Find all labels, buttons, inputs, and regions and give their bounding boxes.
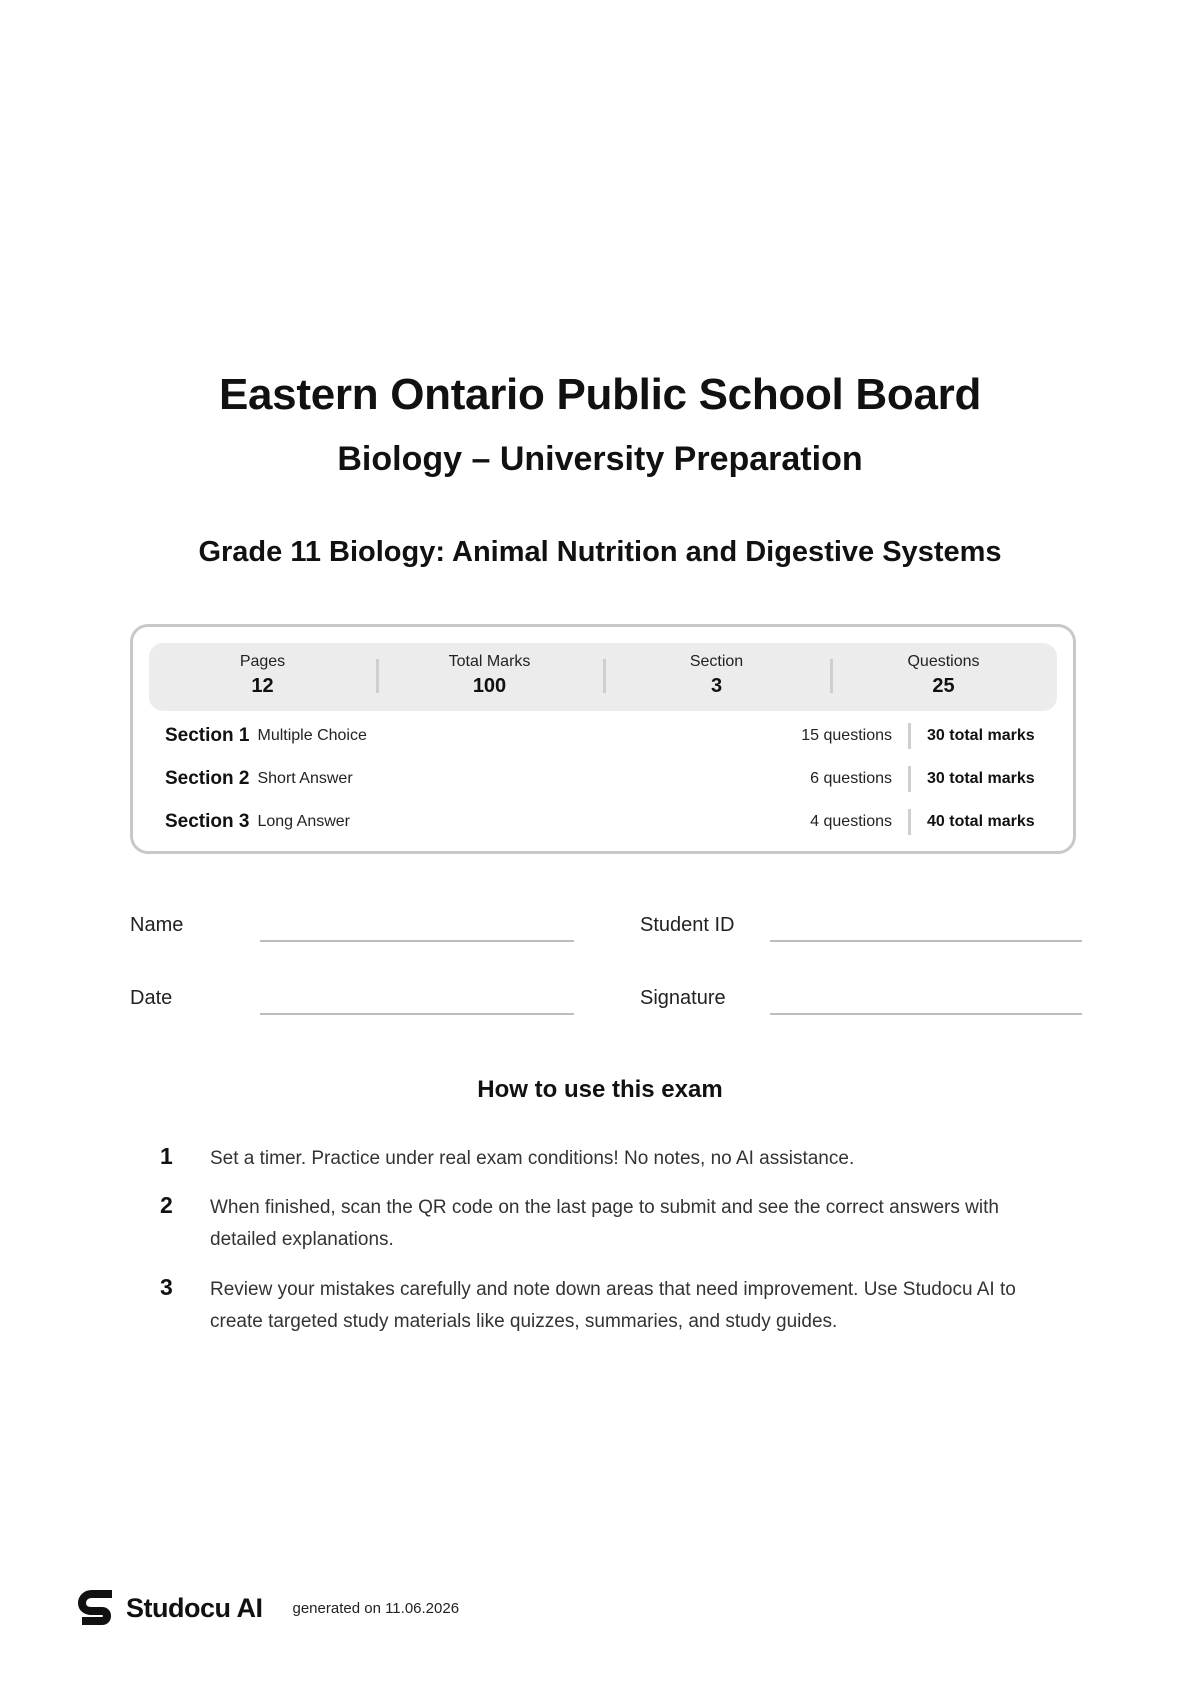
stat-label: Section bbox=[689, 653, 744, 670]
signature-label: Signature bbox=[640, 987, 726, 1009]
generated-date: generated on 11.06.2026 bbox=[292, 1599, 460, 1617]
stat-label: Total Marks bbox=[448, 653, 531, 670]
stat-total-marks bbox=[376, 643, 603, 711]
name-field[interactable] bbox=[260, 940, 574, 942]
section-row bbox=[165, 721, 1047, 751]
school-board-title: Eastern Ontario Public School Board bbox=[218, 370, 982, 419]
section-type: Long Answer bbox=[257, 813, 350, 830]
section-marks: 30 total marks bbox=[927, 770, 1035, 787]
date-field[interactable] bbox=[260, 1013, 574, 1015]
step-number: 2 bbox=[160, 1192, 173, 1218]
stat-questions bbox=[830, 643, 1057, 711]
section-marks: 30 total marks bbox=[927, 727, 1035, 744]
step-number: 1 bbox=[160, 1143, 173, 1169]
step-text: When finished, scan the QR code on the last page to submit and see the correct answers with detailed explanations. bbox=[210, 1197, 999, 1250]
studocu-logo-icon bbox=[78, 1588, 116, 1628]
section-row bbox=[165, 764, 1047, 794]
student-id-label: Student ID bbox=[640, 914, 735, 936]
instructions-heading: How to use this exam bbox=[477, 1076, 723, 1103]
section-type: Short Answer bbox=[257, 770, 353, 787]
stat-value: 25 bbox=[932, 675, 955, 697]
stat-pages bbox=[149, 643, 376, 711]
date-label: Date bbox=[130, 987, 173, 1009]
exam-stats-bar bbox=[149, 643, 1057, 711]
section-name: Section 2 bbox=[165, 768, 250, 789]
stat-label: Pages bbox=[239, 653, 286, 670]
section-name: Section 3 bbox=[165, 811, 250, 832]
stat-value: 12 bbox=[251, 675, 274, 697]
step-text: Review your mistakes carefully and note down areas that need improvement. Use Studocu AI to create targeted study materials like quizzes, summaries, and study guides. bbox=[210, 1279, 1016, 1332]
brand-name: Studocu AI bbox=[126, 1592, 263, 1623]
section-name: Section 1 bbox=[165, 725, 250, 746]
course-subtitle: Biology – University Preparation bbox=[337, 440, 863, 478]
step-number: 3 bbox=[160, 1274, 173, 1300]
name-label: Name bbox=[130, 914, 184, 936]
stat-value: 3 bbox=[710, 675, 723, 697]
student-id-field[interactable] bbox=[770, 940, 1082, 942]
stat-label: Questions bbox=[907, 653, 980, 670]
section-row bbox=[165, 807, 1047, 837]
section-question-count: 15 questions bbox=[801, 727, 892, 744]
exam-title: Grade 11 Biology: Animal Nutrition and Digestive Systems bbox=[198, 536, 1002, 568]
section-question-count: 6 questions bbox=[810, 770, 892, 787]
signature-field[interactable] bbox=[770, 1013, 1082, 1015]
footer bbox=[78, 1588, 459, 1628]
section-type: Multiple Choice bbox=[257, 727, 367, 744]
exam-summary-box bbox=[130, 624, 1076, 854]
section-question-count: 4 questions bbox=[810, 813, 892, 830]
stat-value: 100 bbox=[472, 675, 507, 697]
section-marks: 40 total marks bbox=[927, 813, 1035, 830]
step-text: Set a timer. Practice under real exam conditions! No notes, no AI assistance. bbox=[210, 1148, 855, 1169]
stat-section bbox=[603, 643, 830, 711]
